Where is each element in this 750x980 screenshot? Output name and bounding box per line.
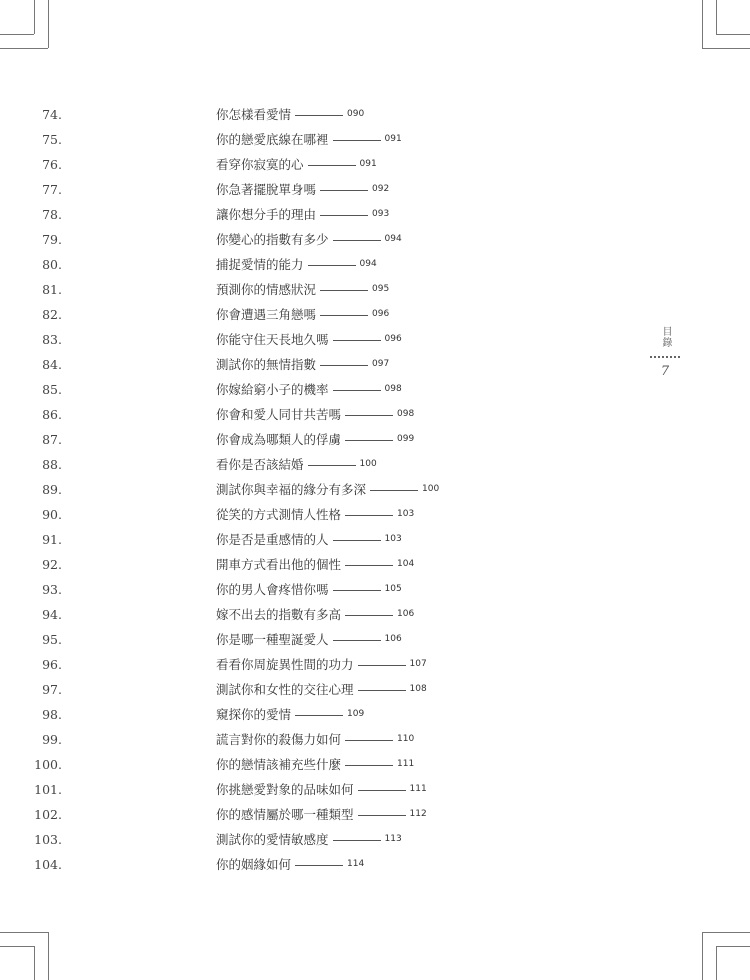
toc-entry-line <box>216 827 402 852</box>
toc-entry-page: 104 <box>397 559 415 569</box>
toc-leader-line <box>295 715 343 716</box>
toc-entry-title: 測試你的愛情敏感度 <box>216 832 329 847</box>
toc-entry-title: 你的戀情該補充些什麼 <box>216 757 342 772</box>
toc-entry-title: 嫁不出去的指數有多高 <box>216 607 342 622</box>
toc-entry-number: 89. <box>42 482 62 497</box>
toc-entry-number: 100. <box>34 757 62 772</box>
toc-leader-line <box>333 340 381 341</box>
toc-leader-line <box>345 515 393 516</box>
toc-leader-line <box>308 265 356 266</box>
toc-entry-number: 95. <box>42 632 62 647</box>
toc-entry-page: 106 <box>384 634 402 644</box>
toc-leader-line <box>320 290 368 291</box>
toc-entry-title: 你能守住天長地久嗎 <box>216 332 329 347</box>
toc-entry-page: 110 <box>397 734 415 744</box>
toc-entry <box>0 802 600 827</box>
toc-entry-number: 97. <box>42 682 62 697</box>
toc-entry-line <box>216 102 364 127</box>
crop-mark-top-left-v2 <box>34 0 35 34</box>
toc-entry-title: 測試你與幸福的緣分有多深 <box>216 482 367 497</box>
toc-entry-number: 78. <box>42 207 62 222</box>
toc-entry-title: 窺探你的愛情 <box>216 707 292 722</box>
toc-entry-title: 看看你周旋異性間的功力 <box>216 657 354 672</box>
toc-entry-title: 你怎樣看愛情 <box>216 107 292 122</box>
toc-entry-line <box>216 177 389 202</box>
toc-entry-number: 104. <box>34 857 62 872</box>
toc-entry-title: 你的感情屬於哪一種類型 <box>216 807 354 822</box>
toc-leader-line <box>333 540 381 541</box>
toc-entry-title: 你嫁給窮小子的機率 <box>216 382 329 397</box>
toc-entry-number: 93. <box>42 582 62 597</box>
toc-entry-line <box>216 227 402 252</box>
toc-entry-title: 你的男人會疼惜你嗎 <box>216 582 329 597</box>
toc-entry <box>0 702 600 727</box>
toc-entry <box>0 427 600 452</box>
toc-entry-title: 你變心的指數有多少 <box>216 232 329 247</box>
toc-entry-number: 83. <box>42 332 62 347</box>
toc-entry-number: 85. <box>42 382 62 397</box>
toc-entry-line <box>216 802 427 827</box>
toc-entry-number: 101. <box>34 782 62 797</box>
toc-leader-line <box>333 640 381 641</box>
toc-entry <box>0 627 600 652</box>
toc-entry-title: 謊言對你的殺傷力如何 <box>216 732 342 747</box>
crop-mark-top-right-h <box>702 48 750 49</box>
toc-leader-line <box>345 740 393 741</box>
page-number: 7 <box>660 364 670 379</box>
toc-entry-page: 105 <box>384 584 402 594</box>
toc-entry-line <box>216 727 414 752</box>
toc-entry-line <box>216 252 377 277</box>
toc-entry-title: 預測你的情感狀況 <box>216 282 317 297</box>
toc-entry-page: 106 <box>397 609 415 619</box>
toc-entry-number: 82. <box>42 307 62 322</box>
crop-mark-top-left-h2 <box>0 34 34 35</box>
toc-entry-line <box>216 277 389 302</box>
toc-entry <box>0 377 600 402</box>
toc-entry <box>0 727 600 752</box>
toc-entry-number: 86. <box>42 407 62 422</box>
toc-leader-line <box>345 440 393 441</box>
toc-entry-page: 108 <box>409 684 427 694</box>
toc-entry-page: 096 <box>372 309 390 319</box>
toc-entry <box>0 677 600 702</box>
crop-mark-top-right-h2 <box>716 34 750 35</box>
toc-entry <box>0 777 600 802</box>
toc-entry-title: 你挑戀愛對象的品味如何 <box>216 782 354 797</box>
toc-leader-line <box>333 590 381 591</box>
toc-entry-line <box>216 702 364 727</box>
toc-entry-title: 你會遭遇三角戀嗎 <box>216 307 317 322</box>
toc-leader-line <box>295 115 343 116</box>
toc-entry <box>0 452 600 477</box>
toc-entry <box>0 302 600 327</box>
toc-entry-line <box>216 652 427 677</box>
dotted-divider <box>650 356 680 358</box>
toc-leader-line <box>370 490 418 491</box>
toc-entry <box>0 227 600 252</box>
crop-mark-bottom-right-v <box>702 932 703 980</box>
toc-entry-number: 84. <box>42 357 62 372</box>
toc-entry-line <box>216 502 414 527</box>
toc-entry-line <box>216 852 364 877</box>
toc-entry-number: 79. <box>42 232 62 247</box>
toc-entry-page: 107 <box>409 659 427 669</box>
toc-entry-page: 109 <box>347 709 365 719</box>
toc-entry-page: 096 <box>384 334 402 344</box>
toc-entry-number: 77. <box>42 182 62 197</box>
toc-entry-title: 你急著擺脫單身嗎 <box>216 182 317 197</box>
toc-leader-line <box>308 465 356 466</box>
crop-mark-top-right-v2 <box>716 0 717 34</box>
crop-mark-bottom-left-v2 <box>34 946 35 980</box>
toc-entry <box>0 127 600 152</box>
toc-entry <box>0 852 600 877</box>
toc-entry-page: 111 <box>409 784 427 794</box>
toc-leader-line <box>320 365 368 366</box>
toc-entry-line <box>216 777 427 802</box>
toc-entry <box>0 502 600 527</box>
toc-leader-line <box>358 815 406 816</box>
toc-leader-line <box>333 840 381 841</box>
toc-entry-number: 76. <box>42 157 62 172</box>
toc-entry <box>0 327 600 352</box>
toc-entry-number: 99. <box>42 732 62 747</box>
toc-entry-page: 094 <box>359 259 377 269</box>
toc-entry-line <box>216 552 414 577</box>
toc-entry-title: 讓你想分手的理由 <box>216 207 317 222</box>
toc-entry-title: 捕捉愛情的能力 <box>216 257 304 272</box>
toc-entry <box>0 152 600 177</box>
toc-entry-line <box>216 427 414 452</box>
toc-entry-title: 你會和愛人同甘共苦嗎 <box>216 407 342 422</box>
toc-entry-page: 099 <box>397 434 415 444</box>
toc-entry <box>0 652 600 677</box>
toc-leader-line <box>320 215 368 216</box>
crop-mark-bottom-right-h2 <box>716 946 750 947</box>
toc-entry-line <box>216 127 402 152</box>
toc-entry-page: 114 <box>347 859 365 869</box>
section-marker <box>648 326 682 379</box>
toc-entry-line <box>216 477 439 502</box>
toc-leader-line <box>333 140 381 141</box>
toc-entry-line <box>216 752 414 777</box>
toc-entry-page: 097 <box>372 359 390 369</box>
toc-entry-page: 090 <box>347 109 365 119</box>
toc-entry-title: 你是哪一種聖誕愛人 <box>216 632 329 647</box>
toc-entry-number: 74. <box>42 107 62 122</box>
toc-entry <box>0 402 600 427</box>
toc-entry-page: 098 <box>397 409 415 419</box>
toc-leader-line <box>295 865 343 866</box>
toc-entry-line <box>216 402 414 427</box>
section-label: 目錄 <box>660 326 671 348</box>
crop-mark-top-right-v <box>702 0 703 48</box>
toc-leader-line <box>320 190 368 191</box>
toc-entry-title: 看你是否該結婚 <box>216 457 304 472</box>
toc-entry-number: 80. <box>42 257 62 272</box>
toc-entry <box>0 177 600 202</box>
toc-entry-line <box>216 527 402 552</box>
toc-entry-page: 112 <box>409 809 427 819</box>
toc-entry-line <box>216 452 377 477</box>
toc-entry-title: 從笑的方式測情人性格 <box>216 507 342 522</box>
toc-entry <box>0 577 600 602</box>
toc-entry-number: 91. <box>42 532 62 547</box>
toc-entry-number: 88. <box>42 457 62 472</box>
toc-entry-line <box>216 327 402 352</box>
toc-entry-page: 093 <box>372 209 390 219</box>
toc-entry-line <box>216 677 427 702</box>
toc-entry-line <box>216 302 389 327</box>
toc-entry-page: 098 <box>384 384 402 394</box>
toc-entry-line <box>216 377 402 402</box>
toc-entry-line <box>216 352 389 377</box>
toc-leader-line <box>358 665 406 666</box>
crop-mark-bottom-right-h <box>702 932 750 933</box>
toc-entry-page: 091 <box>384 134 402 144</box>
toc-entry <box>0 827 600 852</box>
toc-entry-number: 102. <box>34 807 62 822</box>
toc-entry-title: 測試你的無情指數 <box>216 357 317 372</box>
toc-leader-line <box>345 765 393 766</box>
toc-entry-page: 111 <box>397 759 415 769</box>
toc-entry-number: 94. <box>42 607 62 622</box>
toc-entry-page: 092 <box>372 184 390 194</box>
toc-entry-page: 103 <box>384 534 402 544</box>
toc-entry-number: 98. <box>42 707 62 722</box>
toc-entry-page: 103 <box>397 509 415 519</box>
crop-mark-bottom-left-h2 <box>0 946 34 947</box>
toc-leader-line <box>320 315 368 316</box>
toc-leader-line <box>345 415 393 416</box>
toc-entry <box>0 527 600 552</box>
toc-entry-number: 75. <box>42 132 62 147</box>
toc-entry <box>0 352 600 377</box>
toc-entry <box>0 477 600 502</box>
toc-entry-title: 你的姻緣如何 <box>216 857 292 872</box>
toc-entry <box>0 202 600 227</box>
toc-entry-page: 113 <box>384 834 402 844</box>
toc-leader-line <box>358 790 406 791</box>
toc-leader-line <box>308 165 356 166</box>
crop-mark-bottom-right-v2 <box>716 946 717 980</box>
crop-mark-top-left-v <box>48 0 49 48</box>
crop-mark-bottom-left-v <box>48 932 49 980</box>
toc-entry <box>0 277 600 302</box>
toc-entry-title: 開車方式看出他的個性 <box>216 557 342 572</box>
table-of-contents <box>0 102 600 877</box>
toc-entry-line <box>216 577 402 602</box>
toc-entry-line <box>216 627 402 652</box>
toc-entry <box>0 252 600 277</box>
toc-leader-line <box>333 390 381 391</box>
toc-entry <box>0 602 600 627</box>
toc-entry-number: 103. <box>34 832 62 847</box>
toc-leader-line <box>333 240 381 241</box>
toc-entry-line <box>216 152 377 177</box>
toc-entry-page: 100 <box>422 484 440 494</box>
toc-leader-line <box>345 615 393 616</box>
toc-entry-number: 90. <box>42 507 62 522</box>
crop-mark-top-left-h <box>0 48 48 49</box>
toc-entry-title: 你是否是重感情的人 <box>216 532 329 547</box>
toc-entry-page: 100 <box>359 459 377 469</box>
toc-entry-number: 92. <box>42 557 62 572</box>
toc-leader-line <box>345 565 393 566</box>
toc-entry-number: 96. <box>42 657 62 672</box>
toc-leader-line <box>358 690 406 691</box>
toc-entry-title: 看穿你寂寞的心 <box>216 157 304 172</box>
toc-entry-title: 你的戀愛底線在哪裡 <box>216 132 329 147</box>
toc-entry-page: 094 <box>384 234 402 244</box>
toc-entry-page: 095 <box>372 284 390 294</box>
toc-entry-line <box>216 202 389 227</box>
toc-entry <box>0 752 600 777</box>
toc-entry-page: 091 <box>359 159 377 169</box>
toc-entry-title: 測試你和女性的交往心理 <box>216 682 354 697</box>
toc-entry <box>0 552 600 577</box>
toc-entry-title: 你會成為哪類人的俘虜 <box>216 432 342 447</box>
crop-mark-bottom-left-h <box>0 932 48 933</box>
toc-entry-number: 81. <box>42 282 62 297</box>
toc-entry-line <box>216 602 414 627</box>
toc-entry <box>0 102 600 127</box>
toc-entry-number: 87. <box>42 432 62 447</box>
